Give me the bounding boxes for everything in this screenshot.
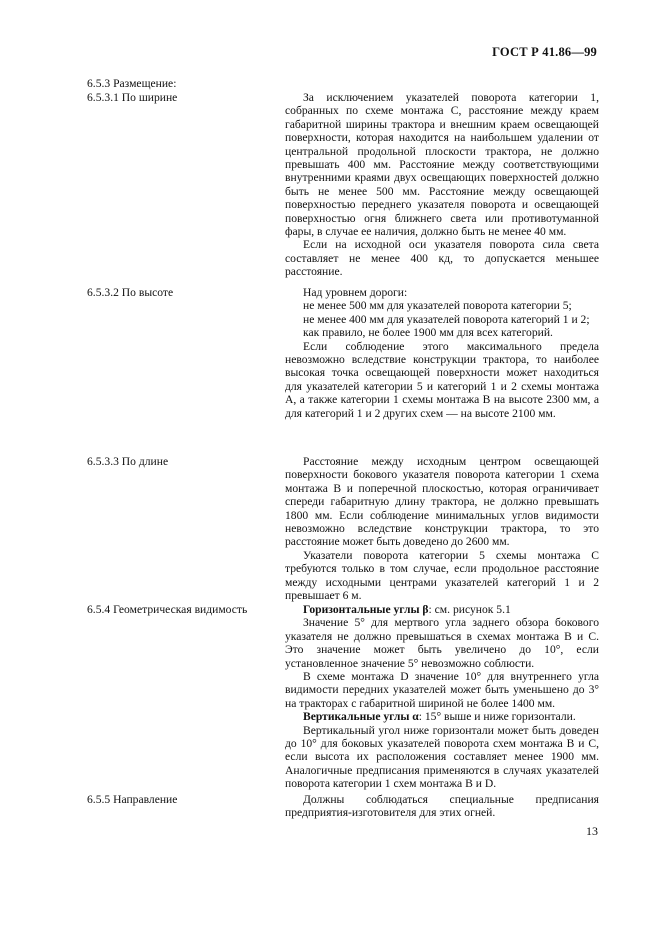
section-label: 6.5.3.1 По ширине xyxy=(87,91,178,104)
horizontal-angles-text: : см. рисунок 5.1 xyxy=(428,603,511,616)
paragraph xyxy=(285,710,599,723)
vertical-angles-label: Вертикальные углы α xyxy=(303,710,419,724)
paragraph: Если соблюдение этого максимального предела невозможно вследствие конструкции трактора, то наиболее высокая точка освещающей поверхности может находиться для указателей категории 5 и категорий 1 и 2 схемы монтажа А, а также категории 1 схемы монтажа В на высоте 2300 мм, а для категорий 1 и 2 других схем — на высоте 2100 мм. xyxy=(285,339,599,420)
list-item: как правило, не более 1900 мм для всех категорий. xyxy=(303,326,553,340)
list-item: не менее 500 мм для указателей поворота категории 5; xyxy=(303,299,572,313)
paragraph: Должны соблюдаться специальные предписания предприятия-изготовителя для этих огней. xyxy=(285,793,599,820)
list-item: не менее 400 мм для указателей поворота категорий 1 и 2; xyxy=(303,312,590,326)
section-label: 6.5.4 Геометрическая видимость xyxy=(87,603,248,616)
page-number: 13 xyxy=(586,824,598,838)
section-label: 6.5.5 Направление xyxy=(87,793,178,806)
paragraph xyxy=(285,603,599,616)
section-body xyxy=(285,793,599,820)
paragraph: Расстояние между исходным центром освещающей поверхности бокового указателя поворота категории 1 схема монтажа В и поперечной плоскостью, которая ограничивает спереди габаритную длину трактора, не должно превышать 1800 мм. Если соблюдение минимальных углов видимости невозможно вследствие конструкции трактора, то это расстояние может быть доведено до 2600 мм. xyxy=(285,455,599,549)
paragraph: В схеме монтажа D значение 10° для внутреннего угла видимости передних указателей может быть уменьшено до 3° на тракторах с габаритной шириной не более 1400 мм. xyxy=(285,670,599,710)
paragraph: Указатели поворота категории 5 схемы монтажа С требуются только в том случае, если продольное расстояние между исходными центрами указателей категорий 1 и 2 превышает 6 м. xyxy=(285,548,599,603)
section-body xyxy=(285,286,599,420)
vertical-angles-text: : 15° выше и ниже горизонтали. xyxy=(418,710,576,724)
paragraph: Над уровнем дороги: xyxy=(303,286,408,299)
section-label: 6.5.3.2 По высоте xyxy=(87,286,174,299)
section-label: 6.5.3.3 По длине xyxy=(87,455,169,468)
paragraph: Значение 5° для мертвого угла заднего обзора бокового указателя не должно превышаться в схемах монтажа В и С. Это значение может быть увеличено до 10°, если установленное значение 5° невозможно соблюсти. xyxy=(285,616,599,670)
horizontal-angles-label: Горизонтальные углы β xyxy=(303,603,429,616)
section-body xyxy=(285,91,599,279)
section-heading-placement: 6.5.3 Размещение: xyxy=(87,77,177,90)
paragraph: Вертикальный угол ниже горизонтали может быть доведен до 10° для боковых указателей поворота схем монтажа В и С, если высота их расположения составляет менее 1900 мм. Аналогичные предписания применяются в случаях указателей поворота категории 1 схем монтажа В и D. xyxy=(285,723,599,791)
paragraph: Если на исходной оси указателя поворота сила света составляет не менее 400 кд, то допускается меньшее расстояние. xyxy=(285,238,599,279)
paragraph: За исключением указателей поворота категории 1, собранных по схеме монтажа С, расстояние между краем габаритной ширины трактора и внешним краем освещающей поверхности, которая находится на наибольшем удалении от центральной продольной плоскости трактора, не должно превышать 400 мм. Расстояние между соответствующими внутренними краями двух освещающих поверхностей должно быть не менее 500 мм. Расстояние между освещающей поверхностью переднего указателя поворота и освещающей поверхностью огня ближнего света или противотуманной фары, в случае ее наличия, должно быть не менее 40 мм. xyxy=(285,91,599,239)
section-body xyxy=(285,455,599,602)
document-header: ГОСТ Р 41.86—99 xyxy=(492,45,597,59)
section-body xyxy=(285,603,599,791)
